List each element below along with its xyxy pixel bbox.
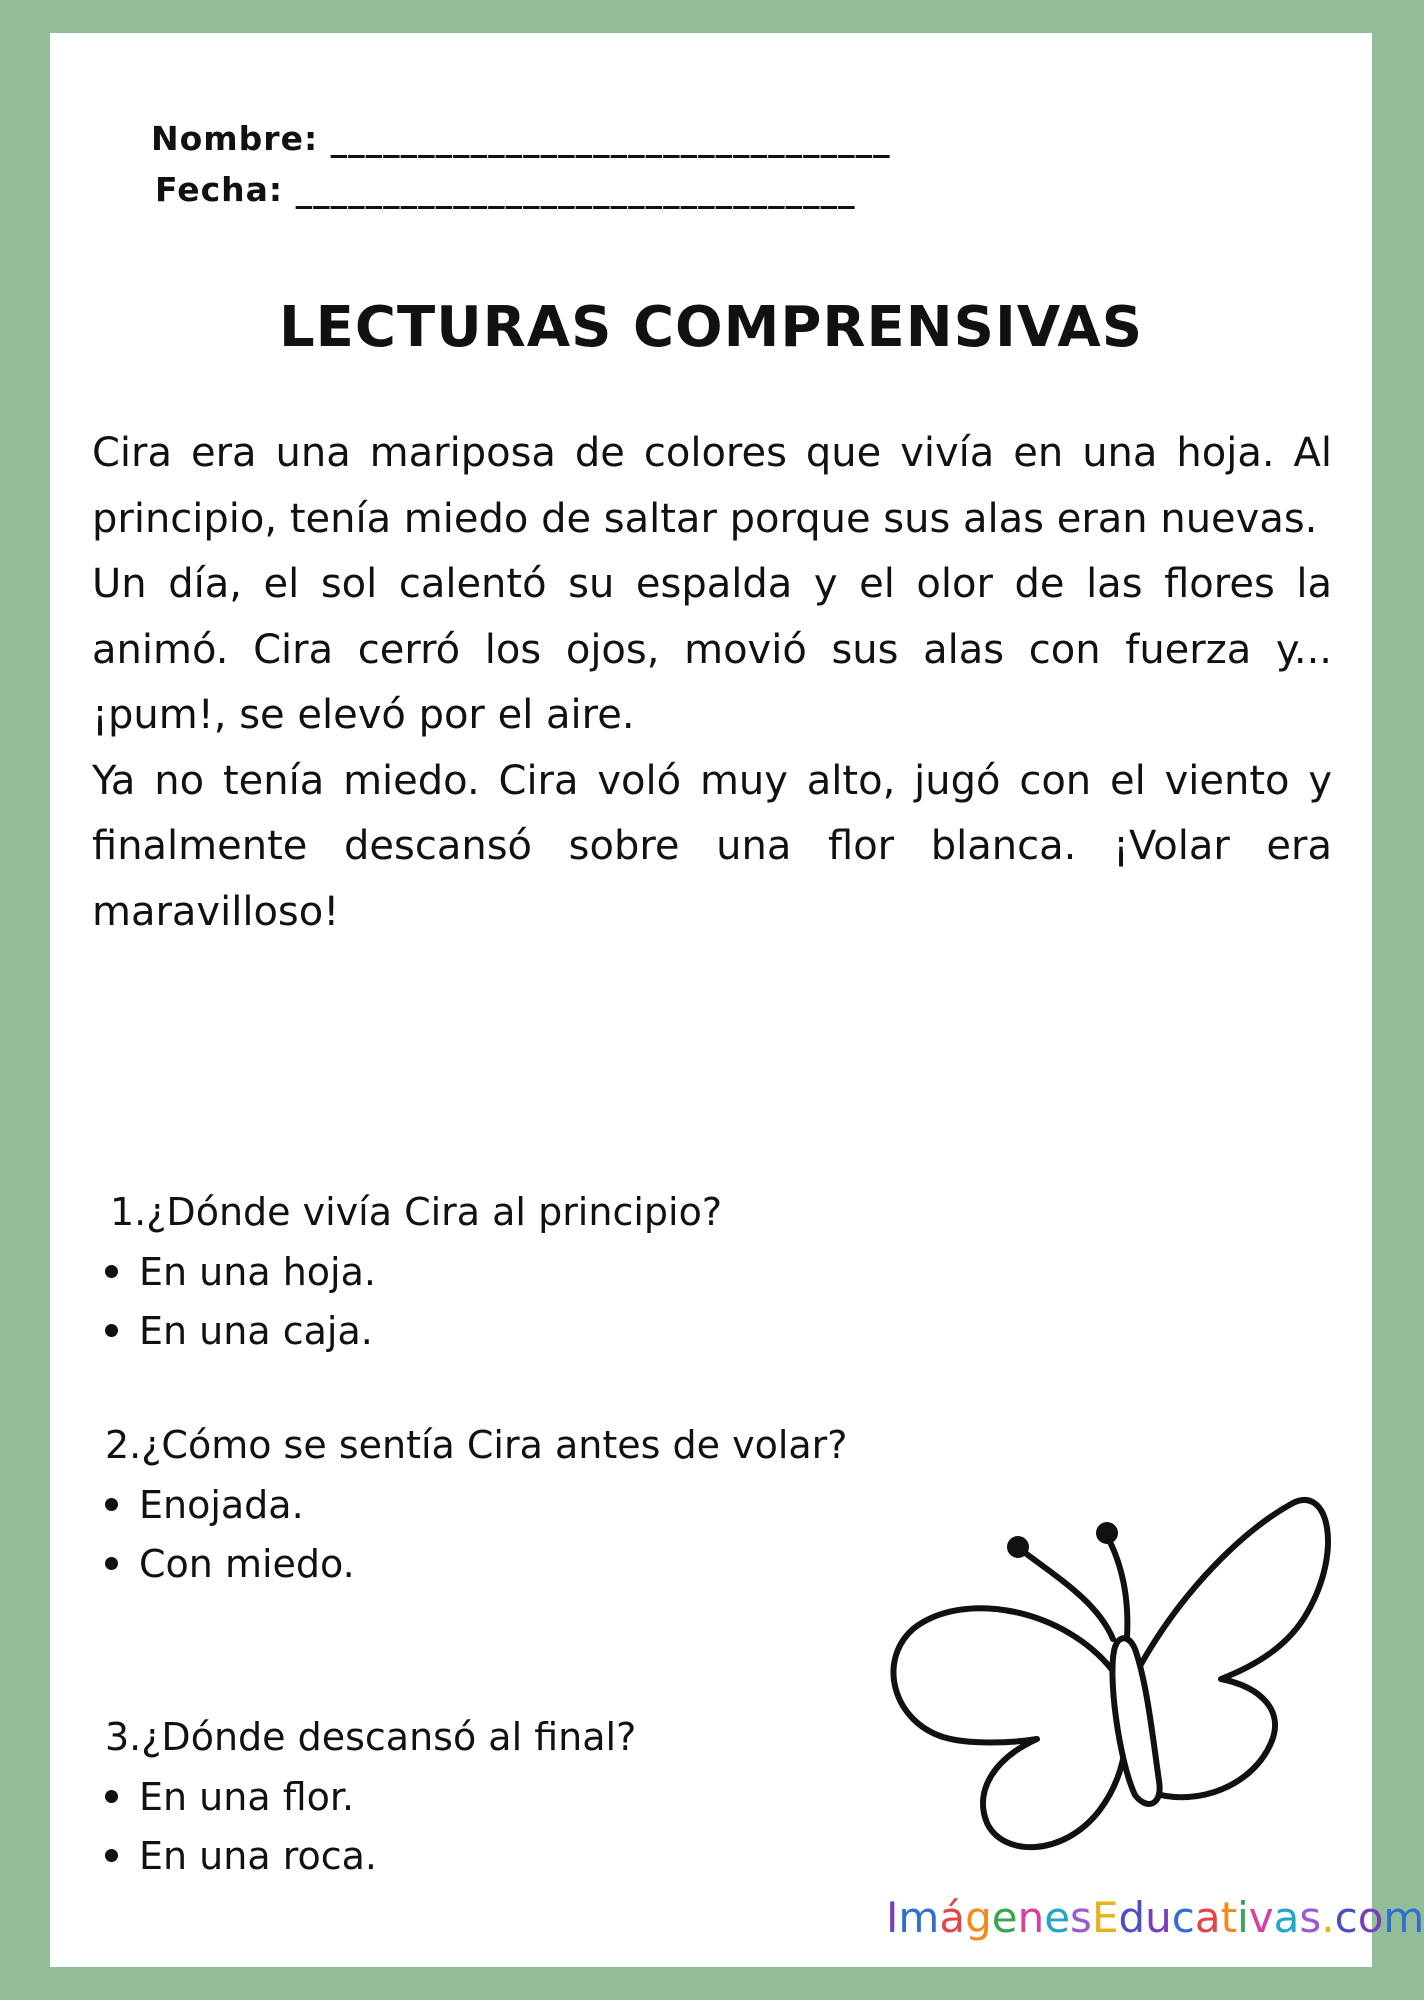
question-3 <box>105 1715 636 1759</box>
answer-option[interactable] <box>92 1827 377 1886</box>
answer-option[interactable] <box>92 1768 377 1827</box>
name-field[interactable] <box>151 119 891 158</box>
answer-option[interactable] <box>92 1535 355 1594</box>
question-2 <box>105 1423 847 1467</box>
option-label: En una roca. <box>139 1834 378 1878</box>
date-label: Fecha: <box>155 170 284 209</box>
page-title: LECTURAS COMPRENSIVAS <box>278 295 1144 360</box>
worksheet-page <box>50 33 1424 1967</box>
bullet-icon <box>105 1324 118 1337</box>
question-text: ¿Dónde descansó al final? <box>141 1715 637 1759</box>
option-label: En una hoja. <box>139 1250 376 1294</box>
story-paragraph: Un día, el sol calentó su espalda y el olor de las flores la animó. Cira cerró los ojos, movió sus alas con fuerza y... ¡pum!, se elevó por el aire. <box>92 561 1332 738</box>
bullet-icon <box>105 1557 118 1570</box>
bullet-icon <box>105 1498 118 1511</box>
bullet-icon <box>105 1849 118 1862</box>
option-label: Con miedo. <box>139 1542 355 1586</box>
answer-option[interactable] <box>92 1302 376 1361</box>
answer-option[interactable] <box>92 1476 355 1535</box>
option-label: Enojada. <box>139 1483 304 1527</box>
option-label: En una caja. <box>139 1309 373 1353</box>
date-field[interactable] <box>155 170 856 209</box>
question-1 <box>110 1190 722 1234</box>
question-1-options <box>92 1243 376 1361</box>
option-label: En una flor. <box>139 1775 355 1819</box>
story-text <box>92 421 1332 945</box>
answer-option[interactable] <box>92 1243 376 1302</box>
name-label: Nombre: <box>151 119 319 158</box>
logo-text: ImágenesEducativas.com <box>886 1893 1424 1942</box>
question-number: 3. <box>105 1715 142 1759</box>
question-2-options <box>92 1476 355 1594</box>
story-paragraph: Ya no tenía miedo. Cira voló muy alto, jugó con el viento y finalmente descansó sobre una flor blanca. ¡Volar era maravilloso! <box>92 757 1332 935</box>
question-3-options <box>92 1768 377 1886</box>
question-number: 1. <box>110 1190 147 1234</box>
name-blank-line: ________________________________ <box>330 119 891 158</box>
story-paragraph: Cira era una mariposa de colores que vivía en una hoja. Al principio, tenía miedo de saltar porque sus alas eran nuevas. <box>92 430 1332 542</box>
question-number: 2. <box>105 1423 142 1467</box>
bullet-icon <box>105 1265 118 1278</box>
bullet-icon <box>105 1790 118 1803</box>
site-logo <box>886 1893 1424 1942</box>
butterfly-outline-icon <box>885 1481 1325 1861</box>
question-text: ¿Cómo se sentía Cira antes de volar? <box>141 1423 848 1467</box>
question-text: ¿Dónde vivía Cira al principio? <box>146 1190 722 1234</box>
date-blank-line: ________________________________ <box>295 170 856 209</box>
